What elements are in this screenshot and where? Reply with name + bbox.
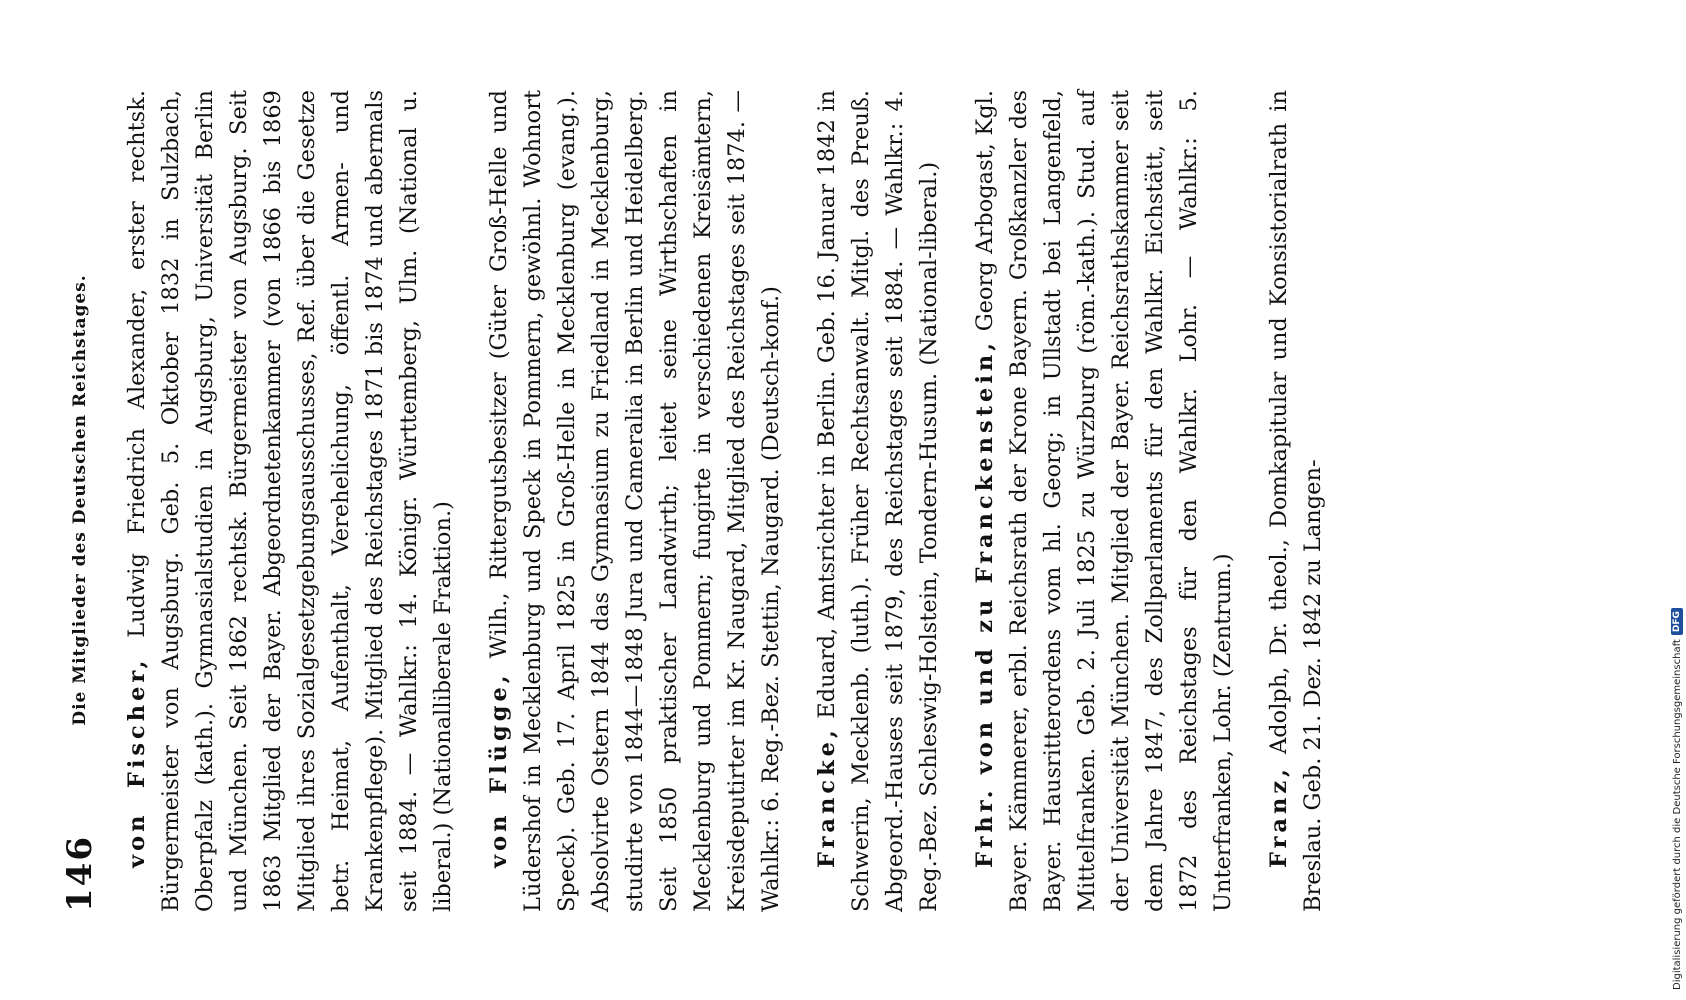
member-text: Eduard, Amtsrichter in Berlin. Geb. 16. Januar 1842 in Schwerin, Mecklenb. (luth.). Früher Rechtsanwalt. Mitgl. des Preuß. Abgeord.-Hauses seit 1879, des Reichstages seit 1884. — Wahlkr.: 4. Reg.-Bez. Schleswig-Holstein, Tondern-Husum. (National-liberal.): [814, 90, 942, 912]
dfg-logo-icon: DFG: [1671, 608, 1683, 635]
member-name: Frhr. von und zu Franckenstein,: [972, 338, 998, 868]
dfg-attribution: [1668, 0, 1686, 990]
page-number: 146: [60, 835, 100, 912]
page-header: [60, 60, 100, 940]
attribution-text: Digitalisierung gefördert durch die Deutsche Forschungsgemeinschaft: [1671, 639, 1683, 990]
member-entry: [810, 90, 946, 912]
member-entry: [120, 90, 460, 912]
member-text: Ludwig Friedrich Alexander, erster rechtsk. Bürgermeister von Augsburg. Geb. 5. Oktober 1832 in Sulzbach, Oberpfalz (kath.). Gymnasialstudien in Augsburg, Universität Berlin und München. Seit 1862 rechtsk. Bürgermeister von Augsburg. Seit 1863 Mitglied der Bayer. Abgeordnetenkammer (von 1866 bis 1869 Mitglied ihres Sozialgesetzgebungsausschusses, Ref. über die Gesetze betr. Heimat, Aufenthalt, Verehelichung, öffentl. Armen- und Krankenpflege). Mitglied des Reichstages 1871 bis 1874 und abermals seit 1884. — Wahlkr.: 14. Königr. Württemberg, Ulm. (National u. liberal.) (Nationalliberale Fraktion.): [124, 90, 456, 912]
member-name: von Fischer,: [124, 656, 150, 868]
member-name: Francke,: [814, 726, 840, 868]
rotated-page: [60, 60, 1600, 940]
member-text: Adolph, Dr. theol., Domkapitular und Konsistorialrath in Breslau. Geb. 21. Dez. 1842 zu Langen-: [1266, 90, 1326, 912]
member-text: Georg Arbogast, Kgl. Bayer. Kämmerer, erbl. Reichsrath der Krone Bayern. Großkanzler des Bayer. Hausritterordens vom hl. Georg; in Ullstadt bei Langenfeld, Mittelfranken. Geb. 2. Juli 1825 zu Würzburg (röm.-kath.). Stud. auf der Universität München. Mitglied der Bayer. Reichsrathskammer seit dem Jahre 1847, des Zollparlaments für den Wahlkr. Eichstätt, seit 1872 des Reichstages für den Wahlkr. Lohr. — Wahlkr.: 5. Unterfranken, Lohr. (Zentrum.): [972, 90, 1236, 912]
member-entry: [1262, 90, 1330, 912]
running-title: Die Mitglieder des Deutschen Reichstages.: [70, 274, 90, 726]
member-entry: [482, 90, 788, 912]
member-name: Franz,: [1266, 765, 1292, 868]
member-entry: [968, 90, 1240, 912]
member-text: Wilh., Rittergutsbesitzer (Güter Groß-Helle und Lüdershof in Mecklenburg und Speck in Pommern, gewöhnl. Wohnort Speck). Geb. 17. April 1825 in Groß-Helle in Mecklenburg (evang.). Absolvirte Ostern 1844 das Gymnasium zu Friedland in Mecklenburg, studirte von 1844—1848 Jura und Cameralia in Berlin und Heidelberg. Seit 1850 praktischer Landwirth; leitet seine Wirthschaften in Mecklenburg und Pommern; fungirte in verschiedenen Kreisämtern, Kreisdeputirter im Kr. Naugard, Mitglied des Reichstages seit 1874. — Wahlkr.: 6. Reg.-Bez. Stettin, Naugard. (Deutsch-konf.): [486, 90, 784, 912]
member-name: von Flügge,: [486, 671, 512, 868]
body-column: [120, 90, 1352, 912]
